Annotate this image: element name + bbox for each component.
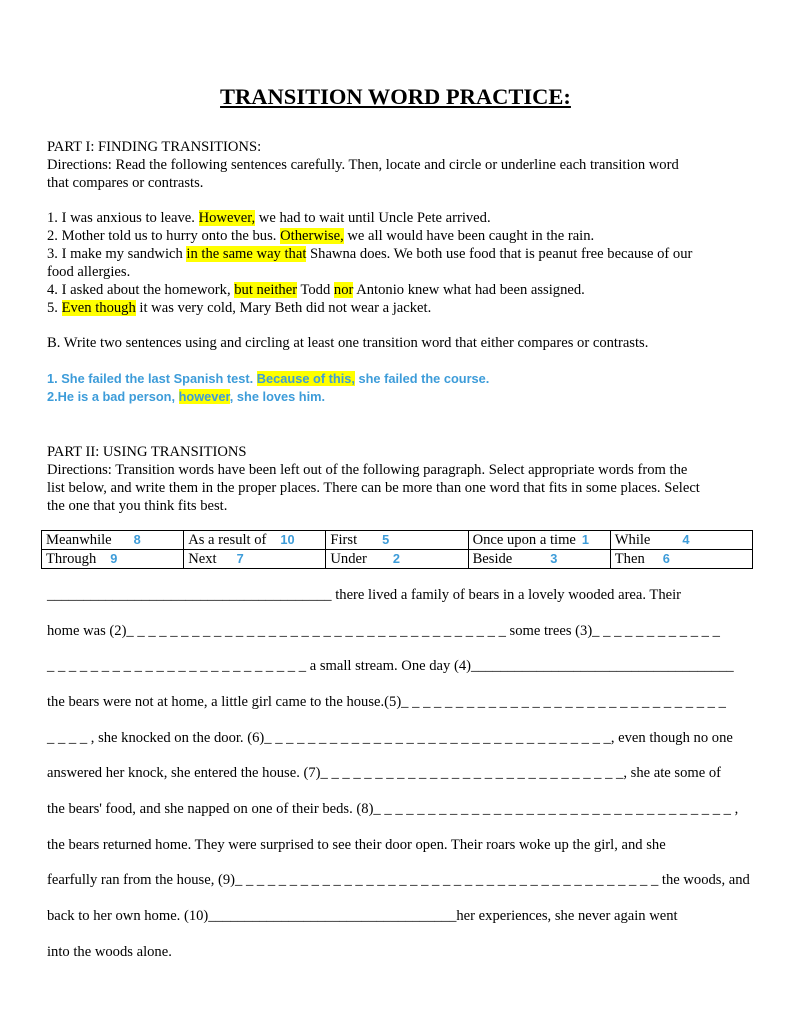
word-bank-cell bbox=[610, 550, 752, 569]
sentence-text: 5. bbox=[47, 300, 62, 316]
answer-text: she failed the course. bbox=[354, 371, 490, 386]
story-line-7: the bears' food, and she napped on one of their beds. (8)_ _ _ _ _ _ _ _ _ _ _ _ _ _ _ _ _ _ _ _ _ _ _ _ _ _ _ _ _ _ _ _ _ , bbox=[47, 801, 739, 817]
part2-heading: PART II: USING TRANSITIONS bbox=[47, 444, 247, 460]
word: Then bbox=[614, 551, 645, 567]
answer-text: , she loves him. bbox=[229, 389, 326, 404]
story-line-4: the bears were not at home, a little girl came to the house.(5)_ _ _ _ _ _ _ _ _ _ _ _ _ _ _ _ _ _ _ _ _ _ _ _ _ _ _ _ _ _ bbox=[47, 694, 726, 710]
word: Under bbox=[330, 551, 367, 567]
sentence-text: 4. I asked about the homework, bbox=[47, 282, 235, 298]
story-line-1: _______________________________________ there lived a family of bears in a lovely wooded area. Their bbox=[47, 587, 682, 603]
sentence-5 bbox=[47, 299, 431, 317]
sentence-text: 2. Mother told us to hurry onto the bus. bbox=[47, 228, 281, 244]
word: As a result of bbox=[188, 532, 267, 548]
word-bank-cell bbox=[42, 531, 184, 550]
word-bank-row bbox=[42, 531, 753, 550]
story-line-11: into the woods alone. bbox=[47, 944, 172, 960]
story-line-3: _ _ _ _ _ _ _ _ _ _ _ _ _ _ _ _ _ _ _ _ _ _ _ _ a small stream. One day (4)____________________________________ bbox=[47, 658, 734, 674]
word: Meanwhile bbox=[46, 532, 112, 548]
highlighted-transition: nor bbox=[333, 282, 354, 298]
part1-directions-line2: that compares or contrasts. bbox=[47, 175, 204, 191]
part2-directions-line1: Directions: Transition words have been left out of the following paragraph. Select appropriate words from the bbox=[47, 462, 688, 478]
answer-number: 9 bbox=[110, 551, 118, 566]
word-bank-cell bbox=[184, 550, 326, 569]
answer-number: 8 bbox=[133, 532, 141, 547]
page-title: TRANSITION WORD PRACTICE: bbox=[220, 84, 571, 109]
answer-sentence-2 bbox=[47, 388, 325, 406]
answer-number: 4 bbox=[682, 532, 690, 547]
story-line-9: fearfully ran from the house, (9)_ _ _ _ _ _ _ _ _ _ _ _ _ _ _ _ _ _ _ _ _ _ _ _ _ _ _ _ _ _ _ _ _ _ _ _ _ _ _ the woods, and bbox=[47, 872, 750, 888]
word: Beside bbox=[472, 551, 513, 567]
story-line-10: back to her own home. (10)__________________________________her experiences, she never again went bbox=[47, 908, 678, 924]
sentence-text: Shawna does. We both use food that is peanut free because of our bbox=[306, 246, 693, 262]
word-bank-cell bbox=[42, 550, 184, 569]
word-bank-table bbox=[41, 530, 753, 569]
word: Through bbox=[46, 551, 97, 567]
word-bank-cell bbox=[184, 531, 326, 550]
highlighted-transition: Because of this, bbox=[256, 371, 355, 386]
part1-heading: PART I: FINDING TRANSITIONS: bbox=[47, 139, 262, 155]
sentence-text: Todd bbox=[297, 282, 334, 298]
word: First bbox=[330, 532, 358, 548]
word-bank-cell bbox=[326, 550, 468, 569]
story-line-8: the bears returned home. They were surprised to see their door open. Their roars woke up the girl, and she bbox=[47, 837, 666, 853]
answer-number: 3 bbox=[550, 551, 558, 566]
part2-directions-line2: list below, and write them in the proper places. There can be more than one word that fits in some places. Select bbox=[47, 480, 700, 496]
word-bank-cell bbox=[468, 531, 610, 550]
highlighted-transition: however bbox=[178, 389, 230, 404]
word: Once upon a time bbox=[472, 532, 576, 548]
answer-number: 10 bbox=[280, 532, 295, 547]
answer-number: 2 bbox=[392, 551, 400, 566]
story-line-2: home was (2)_ _ _ _ _ _ _ _ _ _ _ _ _ _ _ _ _ _ _ _ _ _ _ _ _ _ _ _ _ _ _ _ _ _ _ some trees (3)_ _ _ _ _ _ _ _ _ _ _ _ bbox=[47, 623, 720, 639]
highlighted-transition: in the same way that bbox=[186, 246, 307, 262]
word-bank-cell bbox=[468, 550, 610, 569]
answer-number: 1 bbox=[581, 532, 590, 547]
word-bank-cell bbox=[326, 531, 468, 550]
sentence-text: we all would have been caught in the rain. bbox=[343, 228, 595, 244]
answer-text: 1. She failed the last Spanish test. bbox=[47, 371, 257, 386]
sentence-text: 3. I make my sandwich bbox=[47, 246, 187, 262]
answer-number: 5 bbox=[382, 532, 390, 547]
highlighted-transition: but neither bbox=[234, 282, 298, 298]
part1-directions-line1: Directions: Read the following sentences carefully. Then, locate and circle or underline each transition word bbox=[47, 157, 679, 173]
story-line-6: answered her knock, she entered the house. (7)_ _ _ _ _ _ _ _ _ _ _ _ _ _ _ _ _ _ _ _ _ _ _ _ _ _ _ _, she ate some of bbox=[47, 765, 722, 781]
answer-number: 6 bbox=[662, 551, 670, 566]
sentence-3-continued: food allergies. bbox=[47, 264, 131, 280]
part2-directions-line3: the one that you think fits best. bbox=[47, 498, 228, 514]
highlighted-transition: Otherwise, bbox=[280, 228, 344, 244]
answer-number: 7 bbox=[236, 551, 244, 566]
sentence-4 bbox=[47, 281, 585, 299]
sentence-1 bbox=[47, 209, 491, 227]
story-line-5: _ _ _ _ , she knocked on the door. (6)_ _ _ _ _ _ _ _ _ _ _ _ _ _ _ _ _ _ _ _ _ _ _ _ _ _ _ _ _ _ _ _, even though no one bbox=[47, 730, 733, 746]
word: While bbox=[614, 532, 651, 548]
answer-text: 2.He is a bad person, bbox=[47, 389, 179, 404]
word: Next bbox=[188, 551, 217, 567]
part-b-instruction: B. Write two sentences using and circling at least one transition word that either compares or contrasts. bbox=[47, 335, 649, 351]
sentence-text: it was very cold, Mary Beth did not wear a jacket. bbox=[135, 300, 432, 316]
sentence-text: Antonio knew what had been assigned. bbox=[353, 282, 585, 298]
sentence-text: we had to wait until Uncle Pete arrived. bbox=[255, 210, 491, 226]
sentence-2 bbox=[47, 227, 594, 245]
word-bank-cell bbox=[610, 531, 752, 550]
highlighted-transition: However, bbox=[198, 210, 256, 226]
sentence-3 bbox=[47, 245, 692, 263]
sentence-text: 1. I was anxious to leave. bbox=[47, 210, 199, 226]
answer-sentence-1 bbox=[47, 370, 489, 388]
highlighted-transition: Even though bbox=[61, 300, 136, 316]
word-bank-row bbox=[42, 550, 753, 569]
